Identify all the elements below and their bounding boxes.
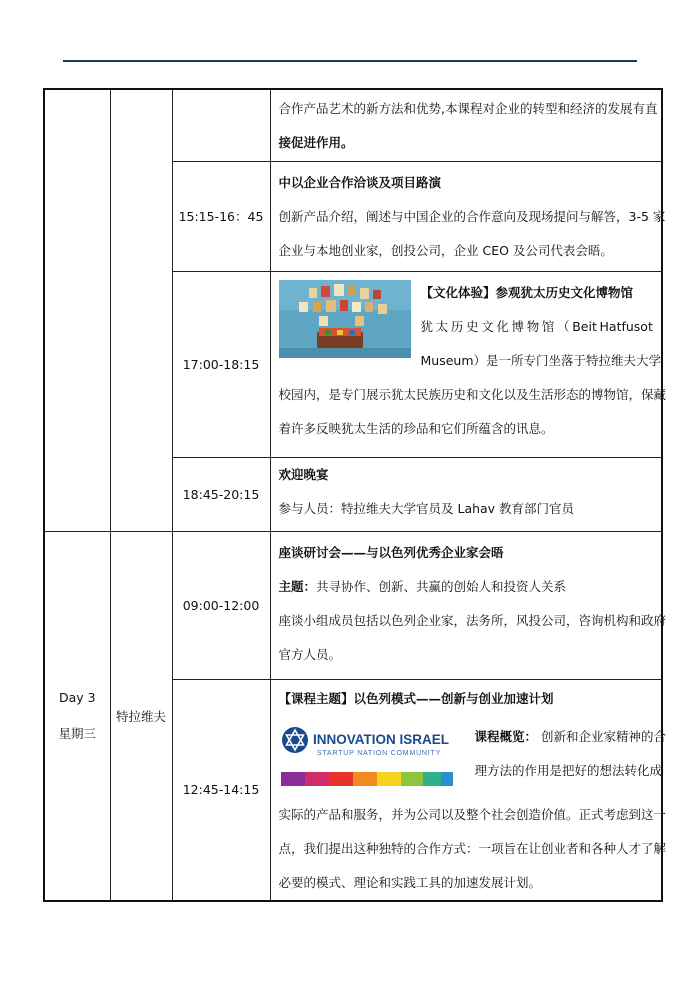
session-title: 【文化体验】参观犹太历史文化博物馆 xyxy=(420,284,634,300)
day-cell xyxy=(44,531,110,901)
desc-line: 实际的产品和服务，并为公司以及整个社会创造价值。正式考虑到这一 xyxy=(278,806,667,822)
word: 馆 xyxy=(541,318,555,334)
desc-line: 理方法的作用是把好的想法转化成 xyxy=(474,762,663,778)
desc-line: 创新产品介绍，阐述与中国企业的合作意向及现场提问与解答，3-5 家 xyxy=(278,208,666,224)
word: （ xyxy=(557,318,570,334)
time-cell: 17:00-18:15 xyxy=(172,271,270,457)
desc-line: 座谈小组成员包括以色列企业家，法务所，风投公司，咨询机构和政府 xyxy=(278,612,667,628)
word: 历 xyxy=(450,318,464,334)
desc-line: 合作产品艺术的新方法和优势,本课程对企业的转型和经济的发展有直 xyxy=(278,101,658,116)
logo-main-text: INNOVATION ISRAEL xyxy=(312,731,449,747)
word: Hatfusot xyxy=(599,318,653,334)
session-title: 欢迎晚宴 xyxy=(278,466,329,482)
desc-line-justified xyxy=(421,310,654,344)
desc-cell xyxy=(270,531,667,679)
desc-line: 企业与本地创业家，创投公司，企业 CEO 及公司代表会晤。 xyxy=(278,242,613,258)
session-title: 座谈研讨会——与以色列优秀企业家会晤 xyxy=(278,544,504,560)
time-cell: 18:45-20:15 xyxy=(172,457,270,531)
desc-cell xyxy=(270,161,666,271)
word: 犹 xyxy=(420,318,434,334)
session-title: 中以企业合作洽谈及项目路演 xyxy=(278,174,442,190)
theme-line xyxy=(279,570,654,604)
desc-cell xyxy=(270,89,662,161)
time-cell: 12:45-14:15 xyxy=(172,679,270,901)
desc-line: Museum）是一所专门坐落于特拉维夫大学 xyxy=(420,352,662,368)
place-cell: 特拉维夫 xyxy=(110,531,172,901)
desc-cell xyxy=(270,457,662,531)
theme-label: 主题： xyxy=(278,578,317,594)
header-rule xyxy=(63,60,637,62)
word: 文 xyxy=(481,318,494,334)
desc-line: 参与人员：特拉维夫大学官员及 Lahav 教育部门官员 xyxy=(278,500,575,516)
word: 物 xyxy=(526,318,540,334)
overview-text: 创新和企业家精神的合 xyxy=(541,728,667,744)
word: 太 xyxy=(435,318,449,334)
desc-line: 必要的模式、理论和实践工具的加速发展计划。 xyxy=(278,874,542,890)
desc-line: 着许多反映犹太生活的珍品和它们所蕴含的讯息。 xyxy=(278,420,554,436)
word: 化 xyxy=(496,318,509,334)
place-cell-empty xyxy=(110,89,172,531)
logo-sub-text: STARTUP NATION COMMUNITY xyxy=(316,749,441,757)
day-cell-empty xyxy=(44,89,110,531)
desc-line: 点，我们提出这种独特的合作方式：一项旨在让创业者和各种人才了解 xyxy=(278,840,667,856)
table-row xyxy=(44,531,662,679)
desc-line: 接促进作用。 xyxy=(278,135,354,150)
word: Beit xyxy=(572,318,597,334)
word: 博 xyxy=(511,318,525,334)
desc-cell xyxy=(270,679,667,901)
desc-line: 官方人员。 xyxy=(278,646,342,662)
time-cell-empty xyxy=(172,89,270,161)
time-cell: 15:15-16：45 xyxy=(172,161,270,271)
museum-photo xyxy=(279,280,411,358)
innovation-israel-logo xyxy=(279,720,465,798)
schedule-table xyxy=(43,88,667,902)
session-title: 【课程主题】以色列模式——创新与创业加速计划 xyxy=(278,690,554,706)
theme-text: 共寻协作、创新、共赢的创始人和投资人关系 xyxy=(316,578,567,594)
overview-label: 课程概览： xyxy=(474,728,538,744)
star-of-david-icon xyxy=(282,727,308,753)
day-label: Day 3 xyxy=(58,689,96,705)
time-cell: 09:00-12:00 xyxy=(172,531,270,679)
weekday-label: 星期三 xyxy=(58,725,96,741)
table-row xyxy=(44,89,662,161)
word: 史 xyxy=(466,318,479,334)
desc-cell xyxy=(270,271,667,457)
desc-line: 校园内，是专门展示犹太民族历史和文化以及生活形态的博物馆，保藏 xyxy=(278,386,667,402)
